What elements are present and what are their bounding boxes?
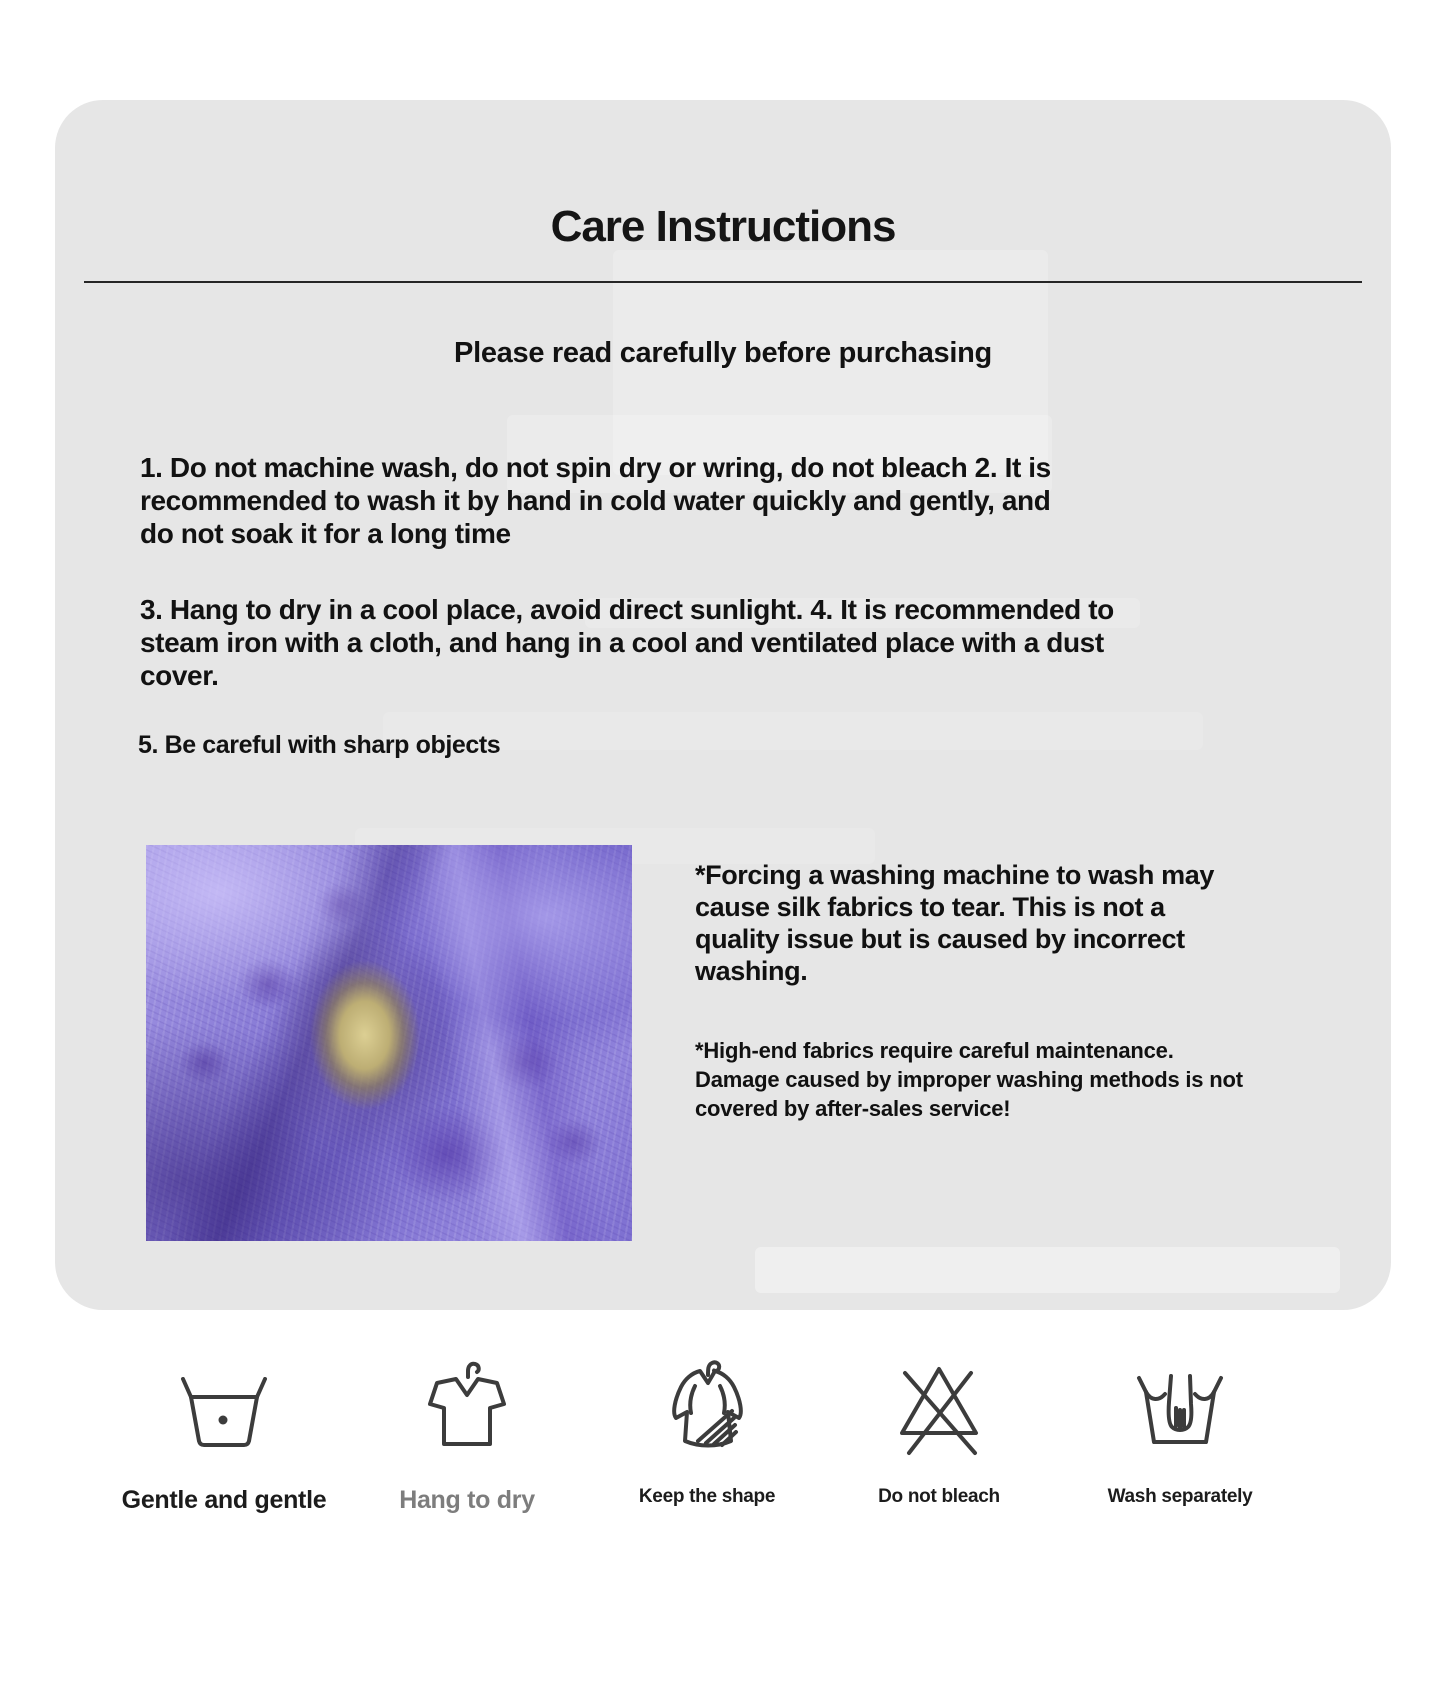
translation-ghost-patch <box>383 712 1203 750</box>
warning-primary <box>695 859 1214 987</box>
care-symbol-label: Do not bleach <box>878 1486 1000 1507</box>
care-symbol-hang-dry <box>352 1350 582 1515</box>
warning-line: *High-end fabrics require careful maintenance. <box>695 1038 1174 1063</box>
paragraph-line: steam iron with a cloth, and hang in a cool and ventilated place with a dust <box>140 627 1104 658</box>
care-paragraph-2 <box>140 593 1114 692</box>
title-divider <box>84 281 1362 283</box>
care-symbol-label: Keep the shape <box>638 1486 776 1507</box>
hand-wash-basin-icon <box>1135 1374 1225 1448</box>
warning-line: *Forcing a washing machine to wash may <box>695 860 1214 890</box>
warning-line: washing. <box>695 956 808 986</box>
garment-keep-shape-icon <box>664 1357 751 1448</box>
care-symbol-label: Wash separately <box>1107 1486 1253 1507</box>
care-paragraph-1 <box>140 451 1051 550</box>
warning-secondary <box>695 1036 1243 1123</box>
subtitle: Please read carefully before purchasing <box>454 337 992 369</box>
shirt-on-hanger-icon <box>424 1356 511 1448</box>
paragraph-line: 5. Be careful with sharp objects <box>138 731 501 759</box>
page-title: Care Instructions <box>550 202 896 252</box>
torn-purple-silk-photo <box>146 845 632 1241</box>
care-paragraph-3 <box>138 731 500 760</box>
care-symbol-gentle <box>109 1350 339 1515</box>
warning-line: Damage caused by improper washing methods is not <box>695 1067 1243 1092</box>
paragraph-line: do not soak it for a long time <box>140 518 511 549</box>
care-symbol-wash-separately <box>1065 1350 1295 1508</box>
handwash-basin-dot-icon <box>180 1377 268 1448</box>
do-not-bleach-triangle-icon <box>897 1361 981 1457</box>
care-symbol-label: Gentle and gentle <box>121 1486 327 1514</box>
translation-ghost-patch <box>755 1247 1340 1293</box>
care-symbol-no-bleach <box>824 1350 1054 1508</box>
care-symbol-label: Hang to dry <box>399 1486 535 1514</box>
paragraph-line: cover. <box>140 660 219 691</box>
warning-line: quality issue but is caused by incorrect <box>695 924 1185 954</box>
paragraph-line: 1. Do not machine wash, do not spin dry or wring, do not bleach 2. It is <box>140 452 1051 483</box>
warning-line: covered by after-sales service! <box>695 1096 1011 1121</box>
paragraph-line: recommended to wash it by hand in cold water quickly and gently, and <box>140 485 1051 516</box>
warning-line: cause silk fabrics to tear. This is not a <box>695 892 1165 922</box>
paragraph-line: 3. Hang to dry in a cool place, avoid direct sunlight. 4. It is recommended to <box>140 594 1114 625</box>
care-symbol-keep-shape <box>592 1350 822 1508</box>
